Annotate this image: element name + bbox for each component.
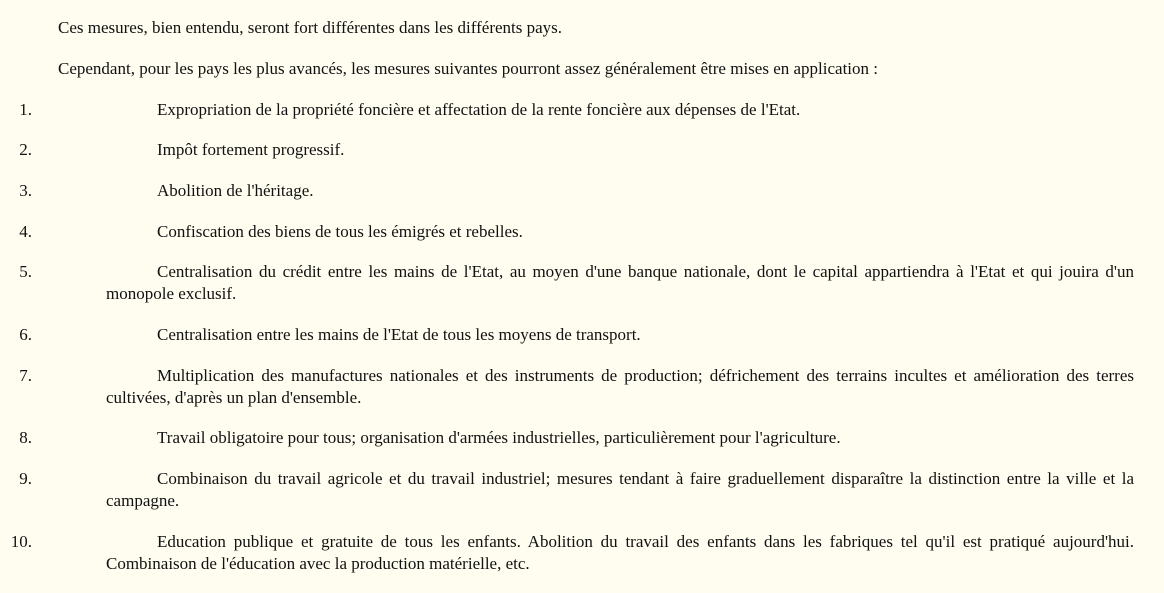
list-number: 2. <box>19 140 32 159</box>
list-text: Expropriation de la propriété foncière et affectation de la rente foncière aux dépenses de l'Etat. <box>157 100 801 119</box>
list-number: 4. <box>19 222 32 241</box>
list-number: 5. <box>19 262 32 281</box>
list-text: Education publique et gratuite de tous les enfants. Abolition du travail des enfants dans les fabriques tel qu'il est pratiqué aujourd'hui. Combinaison de l'éducation avec la production matérielle, etc. <box>106 532 1134 573</box>
lead-paragraph: Cependant, pour les pays les plus avancés, les mesures suivantes pourront assez généralement être mises en application : <box>58 59 879 78</box>
list-number: 9. <box>19 469 32 488</box>
list-text: Centralisation du crédit entre les mains de l'Etat, au moyen d'une banque nationale, dont le capital appartiendra à l'Etat et qui jouira d'un monopole exclusif. <box>106 262 1134 303</box>
intro-paragraph: Ces mesures, bien entendu, seront fort différentes dans les différents pays. <box>58 18 563 37</box>
list-number: 7. <box>19 366 32 385</box>
list-text: Impôt fortement progressif. <box>157 140 345 159</box>
list-number: 1. <box>19 100 32 119</box>
list-text: Confiscation des biens de tous les émigrés et rebelles. <box>157 222 523 241</box>
list-number: 10. <box>10 532 32 551</box>
list-text: Abolition de l'héritage. <box>157 181 314 200</box>
list-text: Multiplication des manufactures nationales et des instruments de production; défrichement des terrains incultes et amélioration des terres cultivées, d'après un plan d'ensemble. <box>106 366 1134 407</box>
list-text: Centralisation entre les mains de l'Etat de tous les moyens de transport. <box>157 325 641 344</box>
list-number: 3. <box>19 181 32 200</box>
list-text: Travail obligatoire pour tous; organisation d'armées industrielles, particulièrement pour l'agriculture. <box>157 428 841 447</box>
list-number: 8. <box>19 428 32 447</box>
list-number: 6. <box>19 325 32 344</box>
list-text: Combinaison du travail agricole et du travail industriel; mesures tendant à faire graduellement disparaître la distinction entre la ville et la campagne. <box>106 469 1134 510</box>
